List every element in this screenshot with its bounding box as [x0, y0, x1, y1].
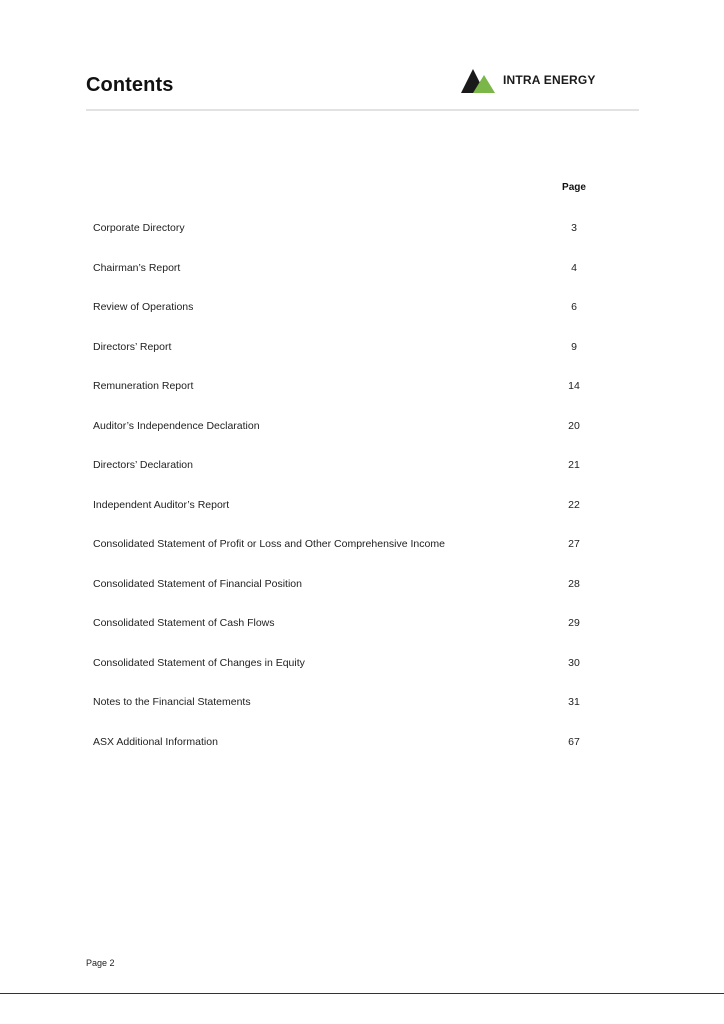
toc-entry[interactable] [93, 696, 614, 736]
company-logo [461, 66, 596, 94]
logo-text: INTRA ENERGY [503, 73, 596, 87]
page-column-header: Page [562, 182, 586, 193]
toc-entry-page: 22 [568, 498, 580, 511]
header-divider [86, 109, 639, 111]
toc-entry[interactable] [93, 420, 614, 460]
toc-entry-page: 29 [568, 617, 580, 629]
page-title: Contents [86, 74, 174, 96]
toc-entry-title: Auditor’s Independence Declaration [93, 419, 260, 432]
toc-entry[interactable] [93, 380, 614, 420]
toc-entry-page: 31 [568, 696, 580, 708]
toc-entry-page: 30 [568, 656, 580, 669]
toc-entry-page: 27 [568, 538, 580, 550]
page-number: Page 2 [86, 958, 115, 968]
footer-divider [0, 993, 724, 994]
toc-entry-title: Notes to the Financial Statements [93, 696, 251, 708]
toc-entry-page: 6 [571, 301, 577, 313]
toc-entry[interactable] [93, 736, 614, 776]
toc-entry-page: 3 [571, 222, 577, 234]
mountain-logo-icon [461, 67, 497, 93]
toc-entry-title: Consolidated Statement of Financial Position [93, 577, 302, 590]
toc-entry[interactable] [93, 459, 614, 499]
toc-entry-page: 14 [568, 380, 580, 392]
toc-entry-title: Chairman’s Report [93, 261, 181, 274]
toc-entry-title: Consolidated Statement of Profit or Loss and Other Comprehensive Income [93, 538, 445, 550]
toc-entry[interactable] [93, 301, 614, 341]
toc-entry-page: 4 [571, 261, 577, 274]
toc-entry[interactable] [93, 222, 614, 262]
toc-entry-title: ASX Additional Information [93, 735, 218, 748]
toc-entry[interactable] [93, 538, 614, 578]
toc-entry-title: Corporate Directory [93, 222, 185, 234]
toc-entry-page: 67 [568, 735, 580, 748]
toc-entry-title: Directors’ Declaration [93, 459, 193, 471]
toc-entry[interactable] [93, 578, 614, 618]
toc-entry-page: 20 [568, 419, 580, 432]
toc-entry-page: 21 [568, 459, 580, 471]
table-of-contents [93, 222, 614, 775]
toc-entry[interactable] [93, 617, 614, 657]
toc-entry-title: Consolidated Statement of Changes in Equity [93, 656, 305, 669]
toc-entry-page: 28 [568, 577, 580, 590]
toc-entry-title: Review of Operations [93, 301, 194, 313]
toc-entry[interactable] [93, 499, 614, 539]
toc-entry-title: Independent Auditor’s Report [93, 498, 230, 511]
toc-entry[interactable] [93, 657, 614, 697]
toc-entry-title: Directors’ Report [93, 340, 172, 353]
toc-entry[interactable] [93, 341, 614, 381]
toc-entry-title: Remuneration Report [93, 380, 194, 392]
toc-entry[interactable] [93, 262, 614, 302]
toc-entry-page: 9 [571, 340, 577, 353]
toc-entry-title: Consolidated Statement of Cash Flows [93, 617, 275, 629]
